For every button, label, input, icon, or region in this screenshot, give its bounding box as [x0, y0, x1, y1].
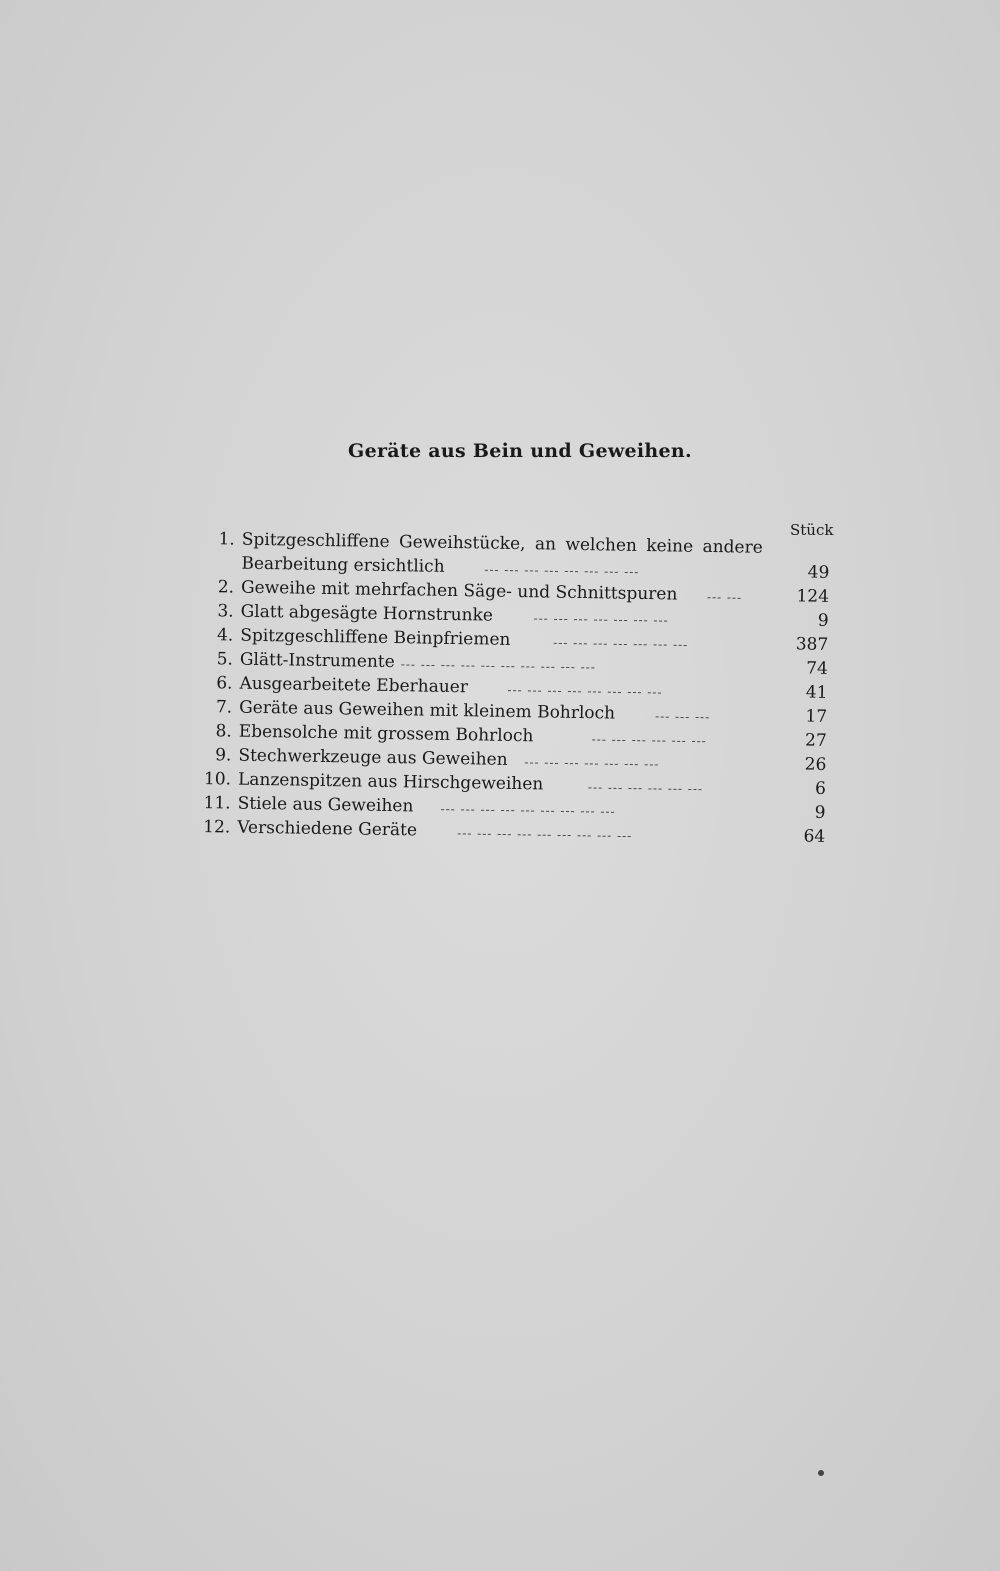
item-label: Bearbeitung ersichtlich	[241, 553, 445, 577]
item-label: Geweihe mit mehrfachen Säge- und Schnittspuren	[240, 577, 678, 605]
item-count: 9	[814, 802, 826, 823]
item-count: 74	[806, 658, 829, 679]
ink-speck	[818, 1470, 824, 1476]
item-count: 64	[803, 826, 826, 847]
item-count: 41	[805, 682, 828, 703]
item-label: Verschiedene Geräte	[237, 817, 418, 841]
leader-dots: --- --- --- --- --- --- --- ---	[484, 562, 640, 579]
leader-dots: --- --- ---	[654, 709, 711, 725]
inventory-list	[195, 527, 830, 849]
item-label: Glätt-Instrumente	[239, 649, 395, 673]
item-count: 27	[804, 730, 827, 751]
item-count: 124	[796, 586, 830, 607]
leader-dots: --- --- --- --- --- --- --- --- --- ---	[400, 657, 596, 675]
item-number: 12.	[203, 817, 231, 838]
leader-dots: --- --- --- --- --- --- --- ---	[507, 682, 663, 700]
section-heading: Geräte aus Bein und Geweihen.	[348, 440, 692, 462]
item-count: 49	[807, 562, 830, 583]
item-number: 8.	[215, 721, 232, 742]
item-count: 17	[805, 706, 828, 727]
item-label: Stiele aus Geweihen	[237, 793, 414, 817]
count-column-header: Stück	[790, 521, 834, 539]
item-number: 7.	[215, 697, 233, 718]
item-count: 387	[795, 634, 829, 655]
item-label: Stechwerkzeuge aus Geweihen	[238, 745, 508, 770]
item-number: 4.	[216, 625, 234, 646]
item-label: Lanzenspitzen aus Hirschgeweihen	[237, 769, 544, 795]
item-count: 26	[804, 754, 827, 775]
item-number: 3.	[217, 601, 234, 622]
leader-dots: --- --- --- --- --- ---	[587, 780, 704, 796]
item-number: 9.	[215, 745, 232, 766]
item-count: 6	[814, 778, 827, 799]
item-label: Ebensolche mit grossem Bohrloch	[238, 721, 534, 747]
item-number: 11.	[203, 793, 231, 814]
leader-dots: --- --- --- --- --- --- ---	[533, 611, 669, 628]
item-number: 2.	[217, 577, 235, 598]
item-label: Glatt abgesägte Hornstrunke	[240, 601, 494, 626]
item-number: 10.	[203, 769, 232, 790]
item-label: Geräte aus Geweihen mit kleinem Bohrloch	[239, 697, 616, 724]
item-number: 6.	[216, 673, 233, 694]
leader-dots: --- ---	[706, 589, 743, 605]
item-count: 9	[817, 610, 829, 631]
leader-dots: --- --- --- --- --- ---	[591, 732, 707, 748]
leader-dots: --- --- --- --- --- --- --- --- ---	[440, 801, 616, 819]
item-label: Spitzgeschliffene Beinpfriemen	[240, 625, 511, 650]
leader-dots: --- --- --- --- --- --- ---	[553, 635, 689, 652]
item-number: 1.	[218, 529, 235, 550]
item-number: 5.	[216, 649, 234, 670]
leader-dots: --- --- --- --- --- --- --- --- ---	[457, 826, 633, 843]
item-label: Spitzgeschliffene Geweihstücke, an welchen keine andere	[241, 529, 763, 558]
item-label: Ausgearbeitete Eberhauer	[239, 673, 469, 698]
leader-dots: --- --- --- --- --- --- ---	[524, 755, 660, 772]
